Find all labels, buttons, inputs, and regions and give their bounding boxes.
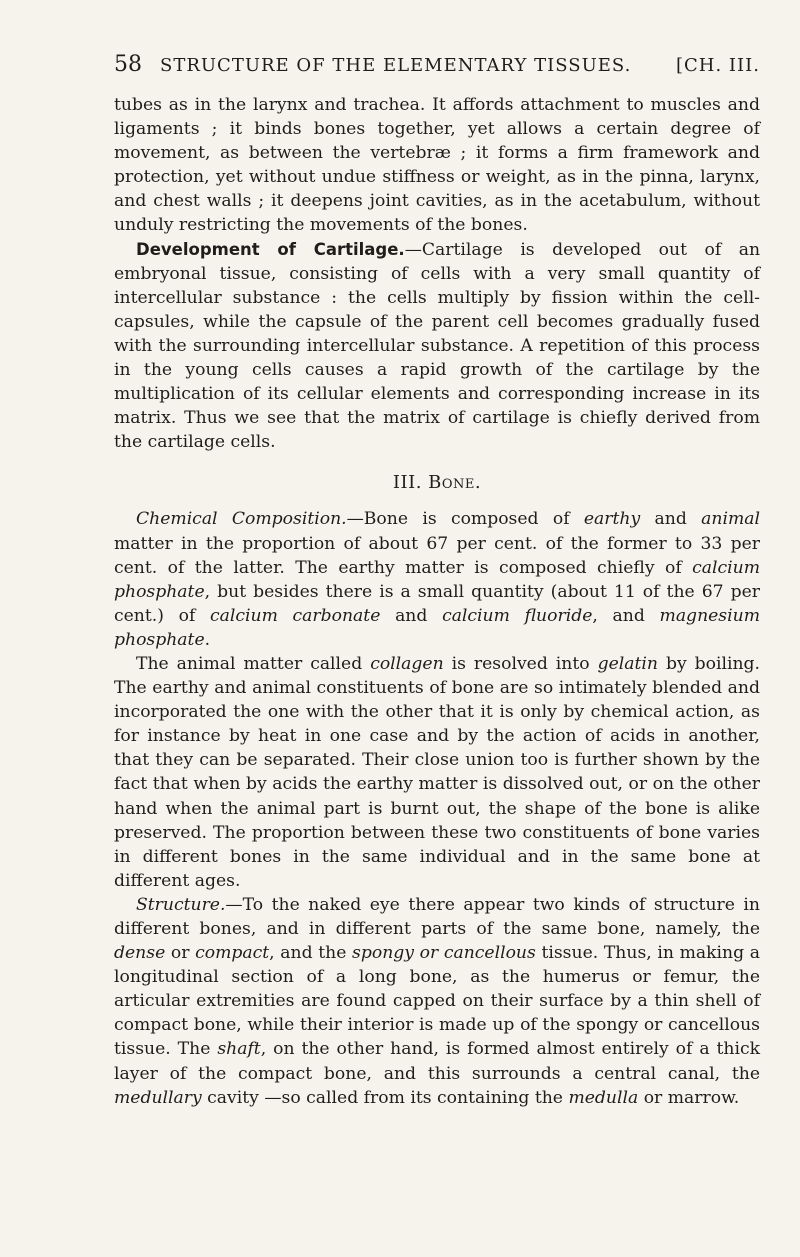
paragraph-chemical-composition: Chemical Composition.—Bone is composed of earthy and animal matter in the proportion of about 67 per cent. of the former to 33 per cent. of the latter. The earthy matter is composed chiefly of calcium phosphate, but besides there is a small quantity (about 11 of the 67 per cent.) of calcium carbonate and calcium fluoride, and magnesium phosphate. [114, 509, 760, 650]
book-page [114, 52, 760, 1110]
chapter-label: [CH. III. [676, 55, 760, 76]
paragraph-development-of-cartilage: Development of Cartilage.—Cartilage is developed out of an embryonal tissue, consisting of cells with a very small quantity of intercellular substance : the cells multiply by fission within the cell-capsules, while the capsule of the parent cell becomes gradually fused with the surrounding intercellular substance. A repetition of this process in the young cells causes a rapid growth of the cartilage by the multiplication of its cellular elements and corresponding increase in its matrix. Thus we see that the matrix of cartilage is chiefly derived from the cartilage cells. [114, 239, 761, 453]
page-number: 58 [114, 52, 142, 77]
paragraph-structure: Structure.—To the naked eye there appear two kinds of structure in different bones, and in different parts of the same bone, namely, the dense or compact, and the spongy or cancellous tissue. Thus, in making a longitudinal section of a long bone, as the humerus or femur, the articular extremities are found capped on their surface by a thin shell of compact bone, while their interior is made up of the spongy or cancellous tissue. The shaft, on the other hand, is formed almost entirely of a thick layer of the compact bone, and this surrounds a central canal, the medullary cavity —so called from its containing the medulla or marrow. [114, 894, 760, 1108]
running-title: STRUCTURE OF THE ELEMENTARY TISSUES. [160, 55, 632, 76]
section-heading [114, 472, 760, 493]
section-numeral: III. [392, 472, 422, 494]
paragraph-cartilage-functions: tubes as in the larynx and trachea. It affords attachment to muscles and ligaments ; it binds bones together, yet allows a certain degree of movement, as between the vertebræ ; it forms a firm framework and protection, yet without undue stiffness or weight, as in the pinna, larynx, and chest walls ; it deepens joint cavities, as in the acetabulum, without unduly restricting the movements of the bones. [114, 95, 760, 236]
section-title: Bone. [428, 472, 482, 494]
run-in-heading: Chemical Composition. [136, 509, 347, 530]
run-in-heading: Structure. [136, 894, 226, 915]
page-header [114, 52, 760, 77]
run-in-heading: Development of Cartilage. [136, 239, 405, 259]
paragraph-animal-matter: The animal matter called collagen is resolved into gelatin by boiling. The earthy and animal constituents of bone are so intimately blended and incorporated the one with the other that it is only by chemical action, as for instance by heat in one case and by the action of acids in another, that they can be separated. Their close union too is further shown by the fact that when by acids the earthy matter is dissolved out, or on the other hand when the animal part is burnt out, the shape of the bone is alike preserved. The proportion between these two constituents of bone varies in different bones in the same individual and in the same bone at different ages. [114, 653, 761, 891]
